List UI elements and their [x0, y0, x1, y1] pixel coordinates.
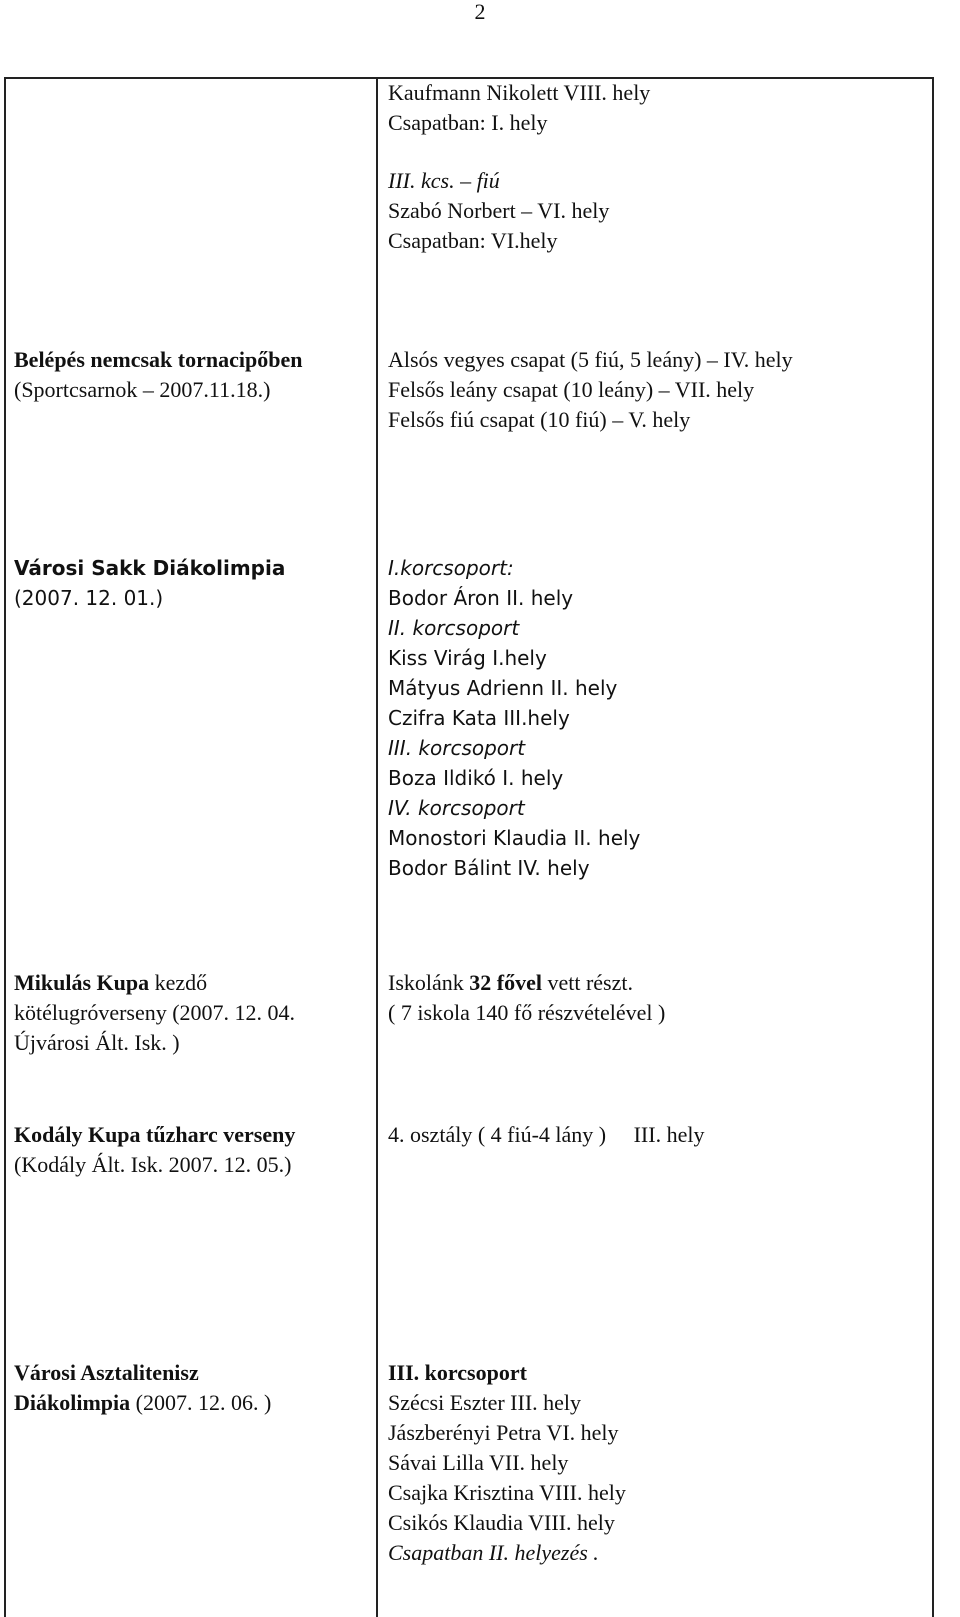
participation-note: ( 7 iskola 140 fő részvételével ) — [388, 1000, 666, 1025]
category-label: III. korcsoport — [388, 736, 526, 760]
row4-right-cell — [388, 1120, 928, 1150]
event-title: Mikulás Kupa — [14, 970, 150, 995]
result-line: 4. osztály ( 4 fiú-4 lány ) III. hely — [388, 1122, 705, 1147]
event-details: (2007. 12. 06. ) — [130, 1390, 272, 1415]
row3-left-cell — [14, 968, 364, 1058]
participation-pre: Iskolánk — [388, 970, 470, 995]
category-line — [388, 166, 928, 196]
row5-right-cell — [388, 1358, 928, 1568]
event-title: Városi Asztalitenisz — [14, 1360, 199, 1385]
category-label: IV. korcsoport — [388, 796, 525, 820]
column-divider — [376, 77, 378, 1617]
row1-left-cell — [14, 345, 364, 405]
event-details: kötélugróverseny (2007. 12. 04. — [14, 1000, 296, 1025]
event-details: (2007. 12. 01.) — [14, 586, 164, 610]
result-line: Bodor Bálint IV. hely — [388, 856, 590, 880]
result-line: Szabó Norbert – VI. hely — [388, 198, 610, 223]
result-line: Kiss Virág I.hely — [388, 646, 547, 670]
event-title-line — [14, 968, 364, 998]
team-result-line: Csapatban II. helyezés . — [388, 1540, 599, 1565]
result-line: Alsós vegyes csapat (5 fiú, 5 leány) – IV. hely — [388, 347, 793, 372]
participation-count: 32 fővel — [469, 970, 542, 995]
result-line: Szécsi Eszter III. hely — [388, 1390, 582, 1415]
result-line: Sávai Lilla VII. hely — [388, 1450, 569, 1475]
row4-left-cell — [14, 1120, 364, 1180]
result-line: Monostori Klaudia II. hely — [388, 826, 641, 850]
result-line: Czifra Kata III.hely — [388, 706, 570, 730]
participation-line — [388, 968, 928, 998]
event-title-suffix: kezdő — [149, 970, 208, 995]
category-label: III. kcs. – fiú — [388, 168, 500, 193]
result-line: Kaufmann Nikolett VIII. hely — [388, 80, 651, 105]
event-title: Belépés nemcsak tornacipőben — [14, 347, 303, 372]
event-title: Kodály Kupa tűzharc verseny — [14, 1122, 296, 1147]
row3-right-cell — [388, 968, 928, 1028]
event-details: Újvárosi Ált. Isk. ) — [14, 1030, 180, 1055]
result-line: Boza Ildikó I. hely — [388, 766, 564, 790]
result-line: Csapatban: VI.hely — [388, 228, 558, 253]
category-label: III. korcsoport — [388, 1360, 527, 1385]
event-title-line — [14, 1388, 364, 1418]
result-line: Csikós Klaudia VIII. hely — [388, 1510, 615, 1535]
category-label: I.korcsoport: — [388, 556, 514, 580]
row1-right-cell — [388, 345, 928, 435]
result-line: Csapatban: I. hely — [388, 110, 548, 135]
result-line: Felsős leány csapat (10 leány) – VII. hely — [388, 377, 755, 402]
result-line: Felsős fiú csapat (10 fiú) – V. hely — [388, 407, 691, 432]
category-label: II. korcsoport — [388, 616, 520, 640]
row2-right-cell — [388, 553, 928, 883]
result-line: Jászberényi Petra VI. hely — [388, 1420, 619, 1445]
page-number: 2 — [474, 0, 486, 24]
result-line: Csajka Krisztina VIII. hely — [388, 1480, 626, 1505]
row2-left-cell — [14, 553, 364, 613]
participation-post: vett részt. — [541, 970, 633, 995]
result-line: Bodor Áron II. hely — [388, 586, 574, 610]
result-line: Mátyus Adrienn II. hely — [388, 676, 618, 700]
event-details: (Sportcsarnok – 2007.11.18.) — [14, 377, 271, 402]
event-details: (Kodály Ált. Isk. 2007. 12. 05.) — [14, 1152, 292, 1177]
row0-right-cell — [388, 78, 928, 256]
row5-left-cell — [14, 1358, 364, 1418]
event-title: Városi Sakk Diákolimpia — [14, 556, 286, 580]
event-title-cont: Diákolimpia — [14, 1390, 131, 1415]
